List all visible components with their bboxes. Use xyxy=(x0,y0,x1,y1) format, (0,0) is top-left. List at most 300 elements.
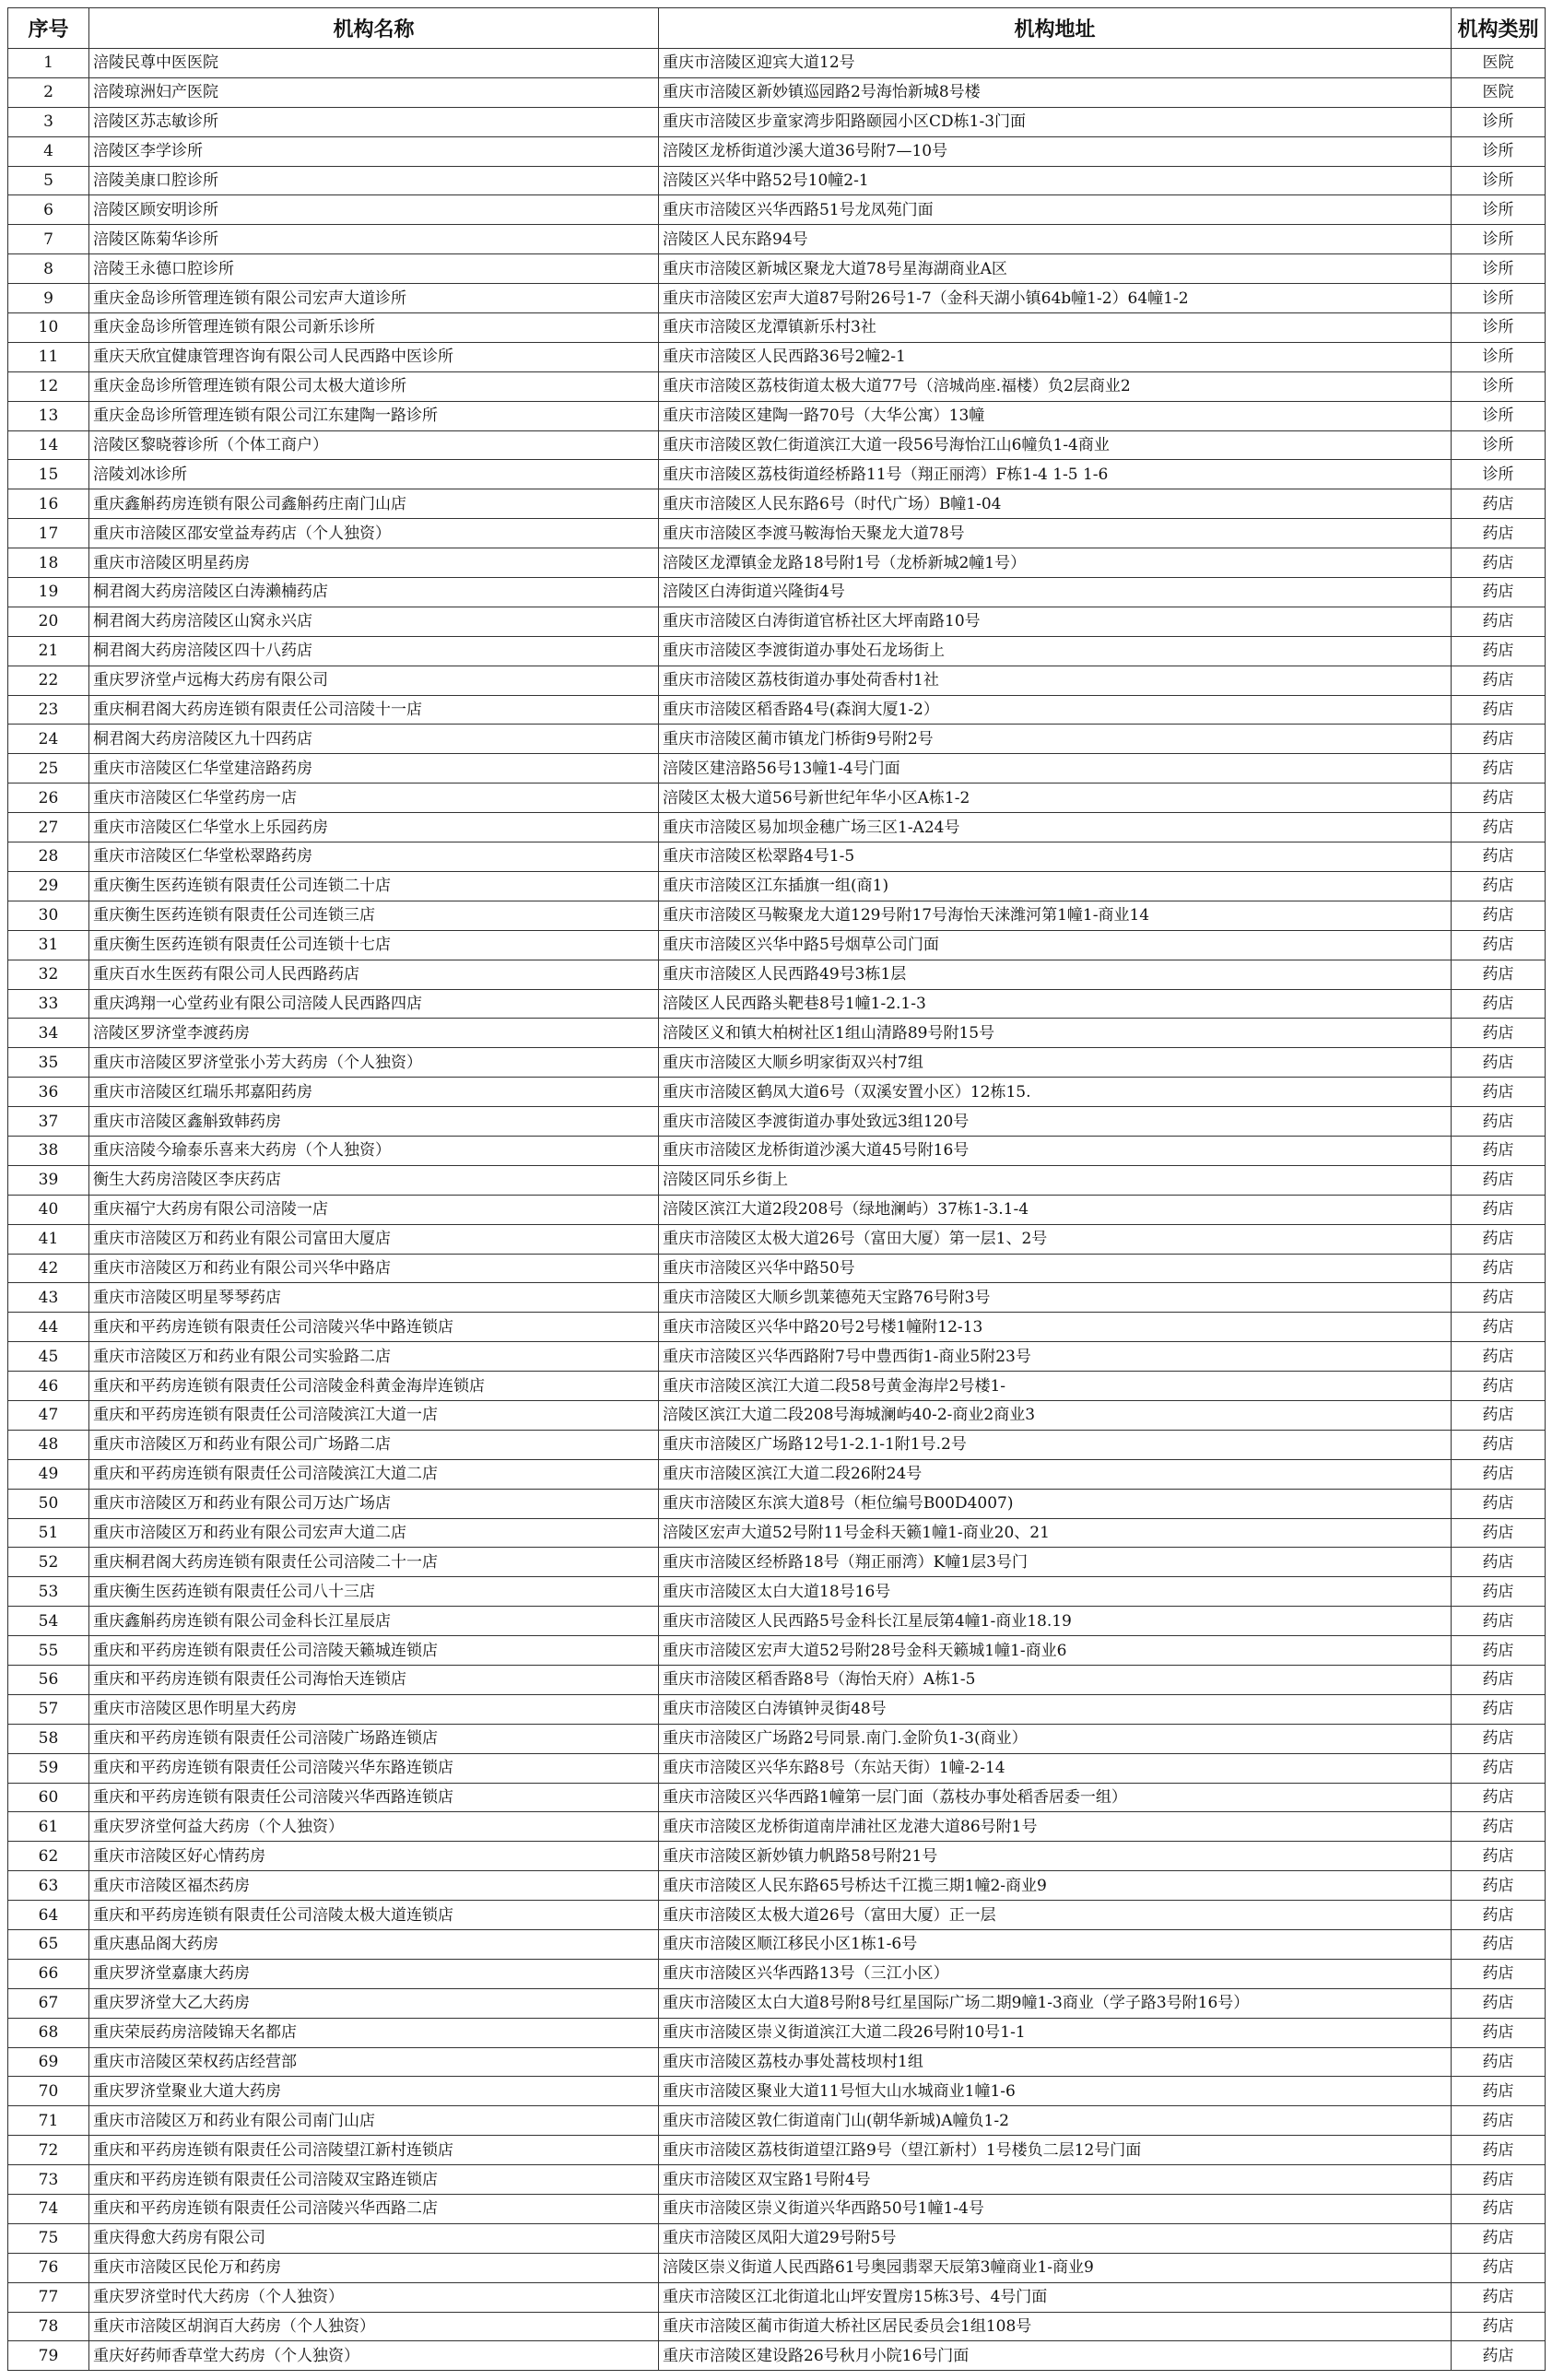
institution-category-cell: 药店 xyxy=(1452,2165,1546,2195)
institution-name-cell: 重庆和平药房连锁有限责任公司涪陵天籁城连锁店 xyxy=(89,1636,659,1666)
institution-category-cell: 药店 xyxy=(1452,1107,1546,1137)
institution-name-cell: 重庆金岛诊所管理连锁有限公司江东建陶一路诊所 xyxy=(89,401,659,430)
header-row xyxy=(8,8,1546,49)
institution-category-cell: 药店 xyxy=(1452,2253,1546,2282)
table-row xyxy=(8,1665,1546,1694)
table-row xyxy=(8,1107,1546,1137)
row-number-cell: 5 xyxy=(8,166,89,195)
row-number-cell: 69 xyxy=(8,2047,89,2077)
institution-name-cell: 重庆衡生医药连锁有限责任公司八十三店 xyxy=(89,1577,659,1607)
institution-name-cell: 重庆鑫斛药房连锁有限公司金科长江星辰店 xyxy=(89,1607,659,1636)
institution-address-cell: 重庆市涪陵区滨江大道二段26附24号 xyxy=(659,1459,1452,1489)
row-number-cell: 16 xyxy=(8,489,89,519)
institution-category-cell: 药店 xyxy=(1452,1607,1546,1636)
institution-name-cell: 涪陵区黎晓蓉诊所（个体工商户） xyxy=(89,430,659,460)
row-number-cell: 34 xyxy=(8,1019,89,1048)
row-number-cell: 10 xyxy=(8,313,89,343)
institution-name-cell: 重庆和平药房连锁有限责任公司涪陵兴华西路二店 xyxy=(89,2195,659,2224)
institution-address-cell: 重庆市涪陵区兴华中路20号2号楼1幢附12-13 xyxy=(659,1313,1452,1342)
institution-name-cell: 重庆鑫斛药房连锁有限公司鑫斛药庄南门山店 xyxy=(89,489,659,519)
institution-address-cell: 重庆市涪陵区兴华西路1幢第一层门面（荔枝办事处稻香居委一组） xyxy=(659,1783,1452,1812)
institution-address-cell: 重庆市涪陵区双宝路1号附4号 xyxy=(659,2165,1452,2195)
table-row xyxy=(8,1195,1546,1224)
row-number-cell: 59 xyxy=(8,1753,89,1783)
table-row xyxy=(8,636,1546,666)
institution-address-cell: 重庆市涪陵区龙桥街道南岸浦社区龙港大道86号附1号 xyxy=(659,1812,1452,1842)
institution-address-cell: 重庆市涪陵区白涛街道官桥社区大坪南路10号 xyxy=(659,607,1452,636)
institution-address-cell: 重庆市涪陵区新妙镇巡园路2号海怡新城8号楼 xyxy=(659,77,1452,107)
table-row xyxy=(8,2106,1546,2136)
row-number-cell: 12 xyxy=(8,371,89,401)
row-number-cell: 38 xyxy=(8,1136,89,1165)
row-number-cell: 17 xyxy=(8,519,89,548)
institution-address-cell: 重庆市涪陵区大顺乡凯莱德苑天宝路76号附3号 xyxy=(659,1283,1452,1313)
row-number-cell: 40 xyxy=(8,1195,89,1224)
institution-address-cell: 重庆市涪陵区人民东路6号（时代广场）B幢1-04 xyxy=(659,489,1452,519)
table-row xyxy=(8,784,1546,813)
institution-address-cell: 重庆市涪陵区马鞍聚龙大道129号附17号海怡天涞潍河第1幢1-商业14 xyxy=(659,901,1452,930)
table-row xyxy=(8,313,1546,343)
row-number-cell: 9 xyxy=(8,284,89,313)
table-row xyxy=(8,1342,1546,1372)
row-number-cell: 74 xyxy=(8,2195,89,2224)
institution-category-cell: 药店 xyxy=(1452,1489,1546,1518)
institution-address-cell: 重庆市涪陵区荔枝办事处蒿枝坝村1组 xyxy=(659,2047,1452,2077)
institution-category-cell: 药店 xyxy=(1452,1518,1546,1548)
institution-address-cell: 重庆市涪陵区崇义街道兴华西路50号1幢1-4号 xyxy=(659,2195,1452,2224)
table-row xyxy=(8,1518,1546,1548)
table-row xyxy=(8,1842,1546,1871)
row-number-cell: 13 xyxy=(8,401,89,430)
row-number-cell: 8 xyxy=(8,254,89,284)
institution-address-cell: 重庆市涪陵区兴华中路50号 xyxy=(659,1254,1452,1283)
institution-category-cell: 药店 xyxy=(1452,1254,1546,1283)
header-address: 机构地址 xyxy=(659,8,1452,49)
institution-category-cell: 药店 xyxy=(1452,1988,1546,2018)
institution-category-cell: 药店 xyxy=(1452,1430,1546,1459)
institution-name-cell: 重庆罗济堂何益大药房（个人独资） xyxy=(89,1812,659,1842)
institution-category-cell: 药店 xyxy=(1452,1842,1546,1871)
table-row xyxy=(8,2223,1546,2253)
institution-name-cell: 重庆市涪陵区民伦万和药房 xyxy=(89,2253,659,2282)
institution-category-cell: 药店 xyxy=(1452,489,1546,519)
institution-category-cell: 药店 xyxy=(1452,1694,1546,1724)
institution-address-cell: 重庆市涪陵区兴华东路8号（东站天街）1幢-2-14 xyxy=(659,1753,1452,1783)
institution-address-cell: 重庆市涪陵区经桥路18号（翔正丽湾）K幢1层3号门 xyxy=(659,1548,1452,1577)
institution-address-cell: 重庆市涪陵区人民西路5号金科长江星辰第4幢1-商业18.19 xyxy=(659,1607,1452,1636)
institution-address-cell: 重庆市涪陵区江东插旗一组(商1) xyxy=(659,871,1452,901)
institution-name-cell: 重庆市涪陵区胡润百大药房（个人独资） xyxy=(89,2312,659,2341)
row-number-cell: 11 xyxy=(8,342,89,371)
table-row xyxy=(8,901,1546,930)
institution-table xyxy=(7,7,1546,2371)
institution-category-cell: 药店 xyxy=(1452,1283,1546,1313)
table-row xyxy=(8,666,1546,695)
institution-address-cell: 重庆市涪陵区太白大道8号附8号红星国际广场二期9幢1-3商业（学子路3号附16号） xyxy=(659,1988,1452,2018)
table-row xyxy=(8,2047,1546,2077)
institution-name-cell: 重庆和平药房连锁有限责任公司涪陵滨江大道一店 xyxy=(89,1400,659,1430)
row-number-cell: 3 xyxy=(8,107,89,136)
institution-address-cell: 重庆市涪陵区太极大道26号（富田大厦）第一层1、2号 xyxy=(659,1224,1452,1254)
table-row xyxy=(8,2195,1546,2224)
institution-address-cell: 涪陵区崇义街道人民西路61号奥园翡翠天辰第3幢商业1-商业9 xyxy=(659,2253,1452,2282)
institution-name-cell: 桐君阁大药房涪陵区九十四药店 xyxy=(89,725,659,754)
institution-category-cell: 药店 xyxy=(1452,1871,1546,1901)
row-number-cell: 39 xyxy=(8,1165,89,1195)
row-number-cell: 46 xyxy=(8,1372,89,1401)
table-row xyxy=(8,1372,1546,1401)
institution-address-cell: 重庆市涪陵区宏声大道87号附26号1-7（金科天湖小镇64b幢1-2）64幢1-2 xyxy=(659,284,1452,313)
institution-category-cell: 药店 xyxy=(1452,636,1546,666)
row-number-cell: 23 xyxy=(8,695,89,725)
institution-address-cell: 重庆市涪陵区兴华西路13号（三江小区） xyxy=(659,1959,1452,1988)
row-number-cell: 35 xyxy=(8,1048,89,1078)
row-number-cell: 48 xyxy=(8,1430,89,1459)
institution-category-cell: 药店 xyxy=(1452,1313,1546,1342)
institution-name-cell: 重庆市涪陵区思作明星大药房 xyxy=(89,1694,659,1724)
institution-name-cell: 重庆荣辰药房涪陵锦天名都店 xyxy=(89,2018,659,2047)
table-row xyxy=(8,430,1546,460)
institution-category-cell: 诊所 xyxy=(1452,460,1546,489)
row-number-cell: 63 xyxy=(8,1871,89,1901)
table-row xyxy=(8,2165,1546,2195)
table-row xyxy=(8,1400,1546,1430)
institution-category-cell: 诊所 xyxy=(1452,254,1546,284)
institution-address-cell: 涪陵区龙桥街道沙溪大道36号附7—10号 xyxy=(659,136,1452,166)
institution-name-cell: 重庆金岛诊所管理连锁有限公司太极大道诊所 xyxy=(89,371,659,401)
institution-name-cell: 重庆市涪陵区邵安堂益寿药店（个人独资） xyxy=(89,519,659,548)
row-number-cell: 67 xyxy=(8,1988,89,2018)
table-row xyxy=(8,195,1546,225)
row-number-cell: 47 xyxy=(8,1400,89,1430)
institution-name-cell: 重庆罗济堂嘉康大药房 xyxy=(89,1959,659,1988)
institution-name-cell: 重庆罗济堂聚业大道大药房 xyxy=(89,2077,659,2106)
row-number-cell: 68 xyxy=(8,2018,89,2047)
institution-address-cell: 涪陵区建涪路56号13幢1-4号门面 xyxy=(659,754,1452,784)
table-row xyxy=(8,49,1546,78)
institution-address-cell: 重庆市涪陵区新妙镇力帆路58号附21号 xyxy=(659,1842,1452,1871)
row-number-cell: 1 xyxy=(8,49,89,78)
institution-name-cell: 桐君阁大药房涪陵区四十八药店 xyxy=(89,636,659,666)
row-number-cell: 52 xyxy=(8,1548,89,1577)
institution-name-cell: 重庆市涪陵区荣权药店经营部 xyxy=(89,2047,659,2077)
institution-address-cell: 重庆市涪陵区大顺乡明家街双兴村7组 xyxy=(659,1048,1452,1078)
institution-name-cell: 重庆和平药房连锁有限责任公司涪陵广场路连锁店 xyxy=(89,1724,659,1753)
institution-address-cell: 涪陵区滨江大道2段208号（绿地澜屿）37栋1-3.1-4 xyxy=(659,1195,1452,1224)
table-header xyxy=(8,8,1546,49)
institution-category-cell: 药店 xyxy=(1452,1165,1546,1195)
table-row xyxy=(8,1254,1546,1283)
institution-name-cell: 桐君阁大药房涪陵区白涛濑楠药店 xyxy=(89,578,659,607)
row-number-cell: 33 xyxy=(8,989,89,1019)
institution-category-cell: 诊所 xyxy=(1452,195,1546,225)
institution-address-cell: 重庆市涪陵区太白大道18号16号 xyxy=(659,1577,1452,1607)
institution-address-cell: 重庆市涪陵区敦仁街道滨江大道一段56号海怡江山6幢负1-4商业 xyxy=(659,430,1452,460)
row-number-cell: 75 xyxy=(8,2223,89,2253)
institution-address-cell: 涪陵区宏声大道52号附11号金科天籁1幢1-商业20、21 xyxy=(659,1518,1452,1548)
institution-address-cell: 重庆市涪陵区荔枝街道望江路9号（望江新村）1号楼负二层12号门面 xyxy=(659,2136,1452,2165)
institution-name-cell: 重庆涪陵今瑜泰乐喜来大药房（个人独资） xyxy=(89,1136,659,1165)
row-number-cell: 14 xyxy=(8,430,89,460)
institution-name-cell: 重庆和平药房连锁有限责任公司涪陵滨江大道二店 xyxy=(89,1459,659,1489)
institution-address-cell: 重庆市涪陵区顺江移民小区1栋1-6号 xyxy=(659,1930,1452,1960)
institution-name-cell: 重庆和平药房连锁有限责任公司涪陵兴华中路连锁店 xyxy=(89,1313,659,1342)
institution-name-cell: 重庆市涪陵区仁华堂药房一店 xyxy=(89,784,659,813)
institution-category-cell: 诊所 xyxy=(1452,225,1546,254)
institution-name-cell: 重庆和平药房连锁有限责任公司海怡天连锁店 xyxy=(89,1665,659,1694)
table-row xyxy=(8,401,1546,430)
row-number-cell: 6 xyxy=(8,195,89,225)
header-name: 机构名称 xyxy=(89,8,659,49)
institution-category-cell: 药店 xyxy=(1452,607,1546,636)
row-number-cell: 70 xyxy=(8,2077,89,2106)
row-number-cell: 55 xyxy=(8,1636,89,1666)
table-row xyxy=(8,1783,1546,1812)
institution-address-cell: 重庆市涪陵区荔枝街道经桥路11号（翔正丽湾）F栋1-4 1-5 1-6 xyxy=(659,460,1452,489)
institution-address-cell: 涪陵区白涛街道兴隆街4号 xyxy=(659,578,1452,607)
institution-name-cell: 重庆市涪陵区万和药业有限公司富田大厦店 xyxy=(89,1224,659,1254)
header-category: 机构类别 xyxy=(1452,8,1546,49)
institution-address-cell: 重庆市涪陵区迎宾大道12号 xyxy=(659,49,1452,78)
institution-name-cell: 重庆衡生医药连锁有限责任公司连锁十七店 xyxy=(89,930,659,960)
institution-table-page xyxy=(7,7,1545,2371)
row-number-cell: 71 xyxy=(8,2106,89,2136)
row-number-cell: 27 xyxy=(8,813,89,842)
institution-name-cell: 重庆市涪陵区仁华堂建涪路药房 xyxy=(89,754,659,784)
institution-category-cell: 药店 xyxy=(1452,871,1546,901)
table-row xyxy=(8,1694,1546,1724)
institution-address-cell: 涪陵区义和镇大柏树社区1组山清路89号附15号 xyxy=(659,1019,1452,1048)
institution-address-cell: 重庆市涪陵区新城区聚龙大道78号星海湖商业A区 xyxy=(659,254,1452,284)
institution-category-cell: 药店 xyxy=(1452,1048,1546,1078)
table-row xyxy=(8,1901,1546,1930)
row-number-cell: 72 xyxy=(8,2136,89,2165)
institution-name-cell: 涪陵区陈菊华诊所 xyxy=(89,225,659,254)
row-number-cell: 22 xyxy=(8,666,89,695)
institution-name-cell: 重庆罗济堂卢远梅大药房有限公司 xyxy=(89,666,659,695)
table-row xyxy=(8,607,1546,636)
row-number-cell: 31 xyxy=(8,930,89,960)
table-row xyxy=(8,1048,1546,1078)
table-row xyxy=(8,1577,1546,1607)
institution-address-cell: 重庆市涪陵区建设路26号秋月小院16号门面 xyxy=(659,2341,1452,2371)
institution-category-cell: 诊所 xyxy=(1452,107,1546,136)
institution-address-cell: 重庆市涪陵区兴华西路51号龙凤苑门面 xyxy=(659,195,1452,225)
institution-category-cell: 药店 xyxy=(1452,1342,1546,1372)
institution-name-cell: 重庆和平药房连锁有限责任公司涪陵金科黄金海岸连锁店 xyxy=(89,1372,659,1401)
row-number-cell: 29 xyxy=(8,871,89,901)
institution-address-cell: 重庆市涪陵区兴华西路附7号中豊西街1-商业5附23号 xyxy=(659,1342,1452,1372)
row-number-cell: 41 xyxy=(8,1224,89,1254)
institution-address-cell: 重庆市涪陵区太极大道26号（富田大厦）正一层 xyxy=(659,1901,1452,1930)
institution-name-cell: 涪陵美康口腔诊所 xyxy=(89,166,659,195)
table-row xyxy=(8,930,1546,960)
institution-category-cell: 诊所 xyxy=(1452,430,1546,460)
institution-category-cell: 诊所 xyxy=(1452,401,1546,430)
institution-name-cell: 重庆衡生医药连锁有限责任公司连锁三店 xyxy=(89,901,659,930)
institution-address-cell: 重庆市涪陵区广场路2号同景.南门.金阶负1-3(商业） xyxy=(659,1724,1452,1753)
institution-category-cell: 药店 xyxy=(1452,1636,1546,1666)
institution-address-cell: 重庆市涪陵区东滨大道8号（柜位编号B00D4007) xyxy=(659,1489,1452,1518)
table-row xyxy=(8,548,1546,578)
institution-address-cell: 重庆市涪陵区蔺市镇龙门桥街9号附2号 xyxy=(659,725,1452,754)
institution-name-cell: 重庆市涪陵区明星琴琴药店 xyxy=(89,1283,659,1313)
row-number-cell: 28 xyxy=(8,842,89,872)
table-row xyxy=(8,342,1546,371)
institution-category-cell: 药店 xyxy=(1452,2223,1546,2253)
institution-category-cell: 药店 xyxy=(1452,1665,1546,1694)
institution-category-cell: 药店 xyxy=(1452,1783,1546,1812)
row-number-cell: 58 xyxy=(8,1724,89,1753)
row-number-cell: 56 xyxy=(8,1665,89,1694)
institution-name-cell: 桐君阁大药房涪陵区山窝永兴店 xyxy=(89,607,659,636)
institution-name-cell: 重庆市涪陵区万和药业有限公司兴华中路店 xyxy=(89,1254,659,1283)
institution-category-cell: 药店 xyxy=(1452,1459,1546,1489)
row-number-cell: 24 xyxy=(8,725,89,754)
institution-address-cell: 重庆市涪陵区步童家湾步阳路颐园小区CD栋1-3门面 xyxy=(659,107,1452,136)
institution-address-cell: 涪陵区兴华中路52号10幢2-1 xyxy=(659,166,1452,195)
institution-name-cell: 重庆罗济堂时代大药房（个人独资） xyxy=(89,2282,659,2312)
institution-category-cell: 药店 xyxy=(1452,1400,1546,1430)
institution-address-cell: 重庆市涪陵区鹤凤大道6号（双溪安置小区）12栋15. xyxy=(659,1078,1452,1107)
institution-name-cell: 重庆得愈大药房有限公司 xyxy=(89,2223,659,2253)
table-row xyxy=(8,871,1546,901)
row-number-cell: 77 xyxy=(8,2282,89,2312)
institution-name-cell: 重庆金岛诊所管理连锁有限公司宏声大道诊所 xyxy=(89,284,659,313)
row-number-cell: 15 xyxy=(8,460,89,489)
institution-category-cell: 药店 xyxy=(1452,2195,1546,2224)
table-row xyxy=(8,1548,1546,1577)
institution-address-cell: 涪陵区滨江大道二段208号海城澜屿40-2-商业2商业3 xyxy=(659,1400,1452,1430)
table-row xyxy=(8,1724,1546,1753)
row-number-cell: 51 xyxy=(8,1518,89,1548)
table-row xyxy=(8,1430,1546,1459)
table-row xyxy=(8,136,1546,166)
institution-address-cell: 重庆市涪陵区易加坝金穗广场三区1-A24号 xyxy=(659,813,1452,842)
institution-name-cell: 重庆百水生医药有限公司人民西路药店 xyxy=(89,960,659,989)
institution-address-cell: 重庆市涪陵区荔枝街道太极大道77号（涪城尚座.福楼）负2层商业2 xyxy=(659,371,1452,401)
table-row xyxy=(8,1019,1546,1048)
institution-address-cell: 重庆市涪陵区松翠路4号1-5 xyxy=(659,842,1452,872)
table-row xyxy=(8,2282,1546,2312)
institution-category-cell: 药店 xyxy=(1452,1224,1546,1254)
institution-address-cell: 重庆市涪陵区敦仁街道南门山(朝华新城)A幢负1-2 xyxy=(659,2106,1452,2136)
row-number-cell: 79 xyxy=(8,2341,89,2371)
institution-address-cell: 重庆市涪陵区龙桥街道沙溪大道45号附16号 xyxy=(659,1136,1452,1165)
table-row xyxy=(8,1283,1546,1313)
table-row xyxy=(8,1812,1546,1842)
institution-address-cell: 重庆市涪陵区滨江大道二段58号黄金海岸2号楼1- xyxy=(659,1372,1452,1401)
institution-name-cell: 重庆和平药房连锁有限责任公司涪陵兴华西路连锁店 xyxy=(89,1783,659,1812)
table-row xyxy=(8,1607,1546,1636)
institution-category-cell: 医院 xyxy=(1452,77,1546,107)
institution-category-cell: 药店 xyxy=(1452,2106,1546,2136)
row-number-cell: 78 xyxy=(8,2312,89,2341)
institution-address-cell: 涪陵区人民西路头靶巷8号1幢1-2.1-3 xyxy=(659,989,1452,1019)
institution-address-cell: 重庆市涪陵区白涛镇钟灵街48号 xyxy=(659,1694,1452,1724)
institution-name-cell: 重庆市涪陵区万和药业有限公司万达广场店 xyxy=(89,1489,659,1518)
row-number-cell: 50 xyxy=(8,1489,89,1518)
institution-name-cell: 重庆市涪陵区仁华堂松翠路药房 xyxy=(89,842,659,872)
institution-address-cell: 重庆市涪陵区蔺市街道大桥社区居民委员会1组108号 xyxy=(659,2312,1452,2341)
institution-address-cell: 重庆市涪陵区李渡街道办事处石龙场街上 xyxy=(659,636,1452,666)
institution-category-cell: 诊所 xyxy=(1452,371,1546,401)
table-row xyxy=(8,2018,1546,2047)
institution-address-cell: 涪陵区太极大道56号新世纪年华小区A栋1-2 xyxy=(659,784,1452,813)
row-number-cell: 49 xyxy=(8,1459,89,1489)
institution-category-cell: 药店 xyxy=(1452,1577,1546,1607)
institution-address-cell: 重庆市涪陵区李渡马鞍海怡天聚龙大道78号 xyxy=(659,519,1452,548)
institution-category-cell: 药店 xyxy=(1452,1195,1546,1224)
institution-category-cell: 药店 xyxy=(1452,1901,1546,1930)
institution-address-cell: 重庆市涪陵区荔枝街道办事处荷香村1社 xyxy=(659,666,1452,695)
institution-category-cell: 药店 xyxy=(1452,1078,1546,1107)
institution-address-cell: 重庆市涪陵区人民西路36号2幢2-1 xyxy=(659,342,1452,371)
institution-name-cell: 重庆市涪陵区万和药业有限公司实验路二店 xyxy=(89,1342,659,1372)
table-row xyxy=(8,695,1546,725)
institution-name-cell: 重庆和平药房连锁有限责任公司涪陵兴华东路连锁店 xyxy=(89,1753,659,1783)
row-number-cell: 18 xyxy=(8,548,89,578)
institution-category-cell: 药店 xyxy=(1452,578,1546,607)
row-number-cell: 26 xyxy=(8,784,89,813)
table-row xyxy=(8,1930,1546,1960)
row-number-cell: 37 xyxy=(8,1107,89,1137)
institution-category-cell: 药店 xyxy=(1452,519,1546,548)
institution-category-cell: 药店 xyxy=(1452,725,1546,754)
institution-category-cell: 药店 xyxy=(1452,960,1546,989)
institution-category-cell: 药店 xyxy=(1452,813,1546,842)
table-row xyxy=(8,1224,1546,1254)
institution-address-cell: 涪陵区人民东路94号 xyxy=(659,225,1452,254)
header-no: 序号 xyxy=(8,8,89,49)
table-row xyxy=(8,2312,1546,2341)
institution-name-cell: 衡生大药房涪陵区李庆药店 xyxy=(89,1165,659,1195)
institution-address-cell: 重庆市涪陵区李渡街道办事处致远3组120号 xyxy=(659,1107,1452,1137)
institution-address-cell: 重庆市涪陵区建陶一路70号（大华公寓）13幢 xyxy=(659,401,1452,430)
institution-name-cell: 涪陵区苏志敏诊所 xyxy=(89,107,659,136)
table-row xyxy=(8,960,1546,989)
institution-address-cell: 涪陵区同乐乡街上 xyxy=(659,1165,1452,1195)
institution-address-cell: 重庆市涪陵区崇义街道滨江大道二段26号附10号1-1 xyxy=(659,2018,1452,2047)
institution-category-cell: 药店 xyxy=(1452,2312,1546,2341)
table-row xyxy=(8,754,1546,784)
table-row xyxy=(8,284,1546,313)
row-number-cell: 65 xyxy=(8,1930,89,1960)
institution-name-cell: 重庆和平药房连锁有限责任公司涪陵双宝路连锁店 xyxy=(89,2165,659,2195)
row-number-cell: 61 xyxy=(8,1812,89,1842)
institution-category-cell: 药店 xyxy=(1452,695,1546,725)
institution-name-cell: 涪陵琼洲妇产医院 xyxy=(89,77,659,107)
table-row xyxy=(8,989,1546,1019)
table-row xyxy=(8,254,1546,284)
table-row xyxy=(8,813,1546,842)
institution-name-cell: 重庆市涪陵区万和药业有限公司广场路二店 xyxy=(89,1430,659,1459)
row-number-cell: 73 xyxy=(8,2165,89,2195)
institution-name-cell: 重庆鸿翔一心堂药业有限公司涪陵人民西路四店 xyxy=(89,989,659,1019)
institution-address-cell: 重庆市涪陵区人民西路49号3栋1层 xyxy=(659,960,1452,989)
table-row xyxy=(8,166,1546,195)
institution-category-cell: 诊所 xyxy=(1452,313,1546,343)
table-row xyxy=(8,519,1546,548)
institution-category-cell: 诊所 xyxy=(1452,342,1546,371)
institution-name-cell: 涪陵刘冰诊所 xyxy=(89,460,659,489)
institution-address-cell: 重庆市涪陵区龙潭镇新乐村3社 xyxy=(659,313,1452,343)
institution-category-cell: 药店 xyxy=(1452,842,1546,872)
institution-category-cell: 药店 xyxy=(1452,1753,1546,1783)
row-number-cell: 7 xyxy=(8,225,89,254)
institution-category-cell: 药店 xyxy=(1452,548,1546,578)
table-row xyxy=(8,1959,1546,1988)
